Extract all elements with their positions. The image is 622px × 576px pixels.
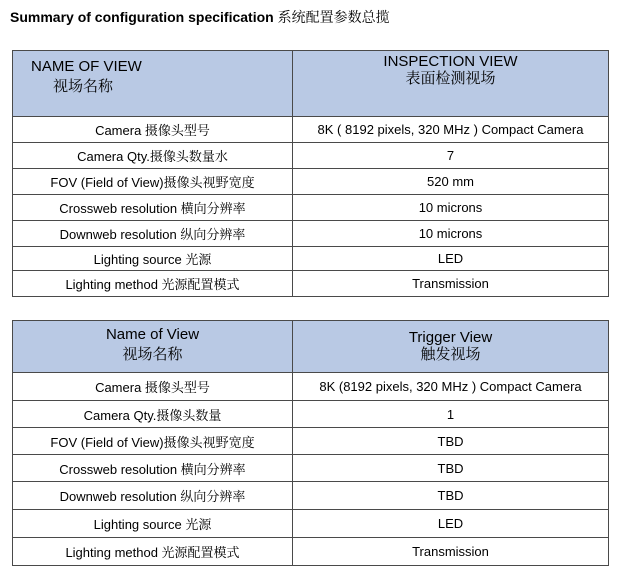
row-label: Lighting method 光源配置模式 [13, 271, 293, 297]
header-left-en: NAME OF VIEW [31, 58, 142, 75]
header-right-en: INSPECTION VIEW [383, 53, 518, 70]
row-value: Transmission [293, 271, 609, 297]
row-label: FOV (Field of View)摄像头视野宽度 [13, 428, 293, 455]
inspection-view-table [12, 50, 609, 297]
row-label: Downweb resolution 纵向分辨率 [13, 482, 293, 510]
title-english: Summary of configuration specification [10, 9, 274, 25]
row-label: Lighting source 光源 [13, 247, 293, 271]
table-header-row [13, 321, 609, 373]
row-label: Lighting method 光源配置模式 [13, 538, 293, 566]
row-value: 10 microns [293, 195, 609, 221]
header-view-name [293, 51, 609, 117]
table-row [13, 271, 609, 297]
row-label: Camera 摄像头型号 [13, 373, 293, 401]
header-right-en: Trigger View [408, 329, 493, 346]
row-label: FOV (Field of View)摄像头视野宽度 [13, 169, 293, 195]
header-right-zh: 表面检测视场 [405, 70, 496, 87]
table-row [13, 143, 609, 169]
table-row [13, 169, 609, 195]
table-row [13, 455, 609, 482]
row-value: TBD [293, 455, 609, 482]
row-label: Crossweb resolution 横向分辨率 [13, 195, 293, 221]
header-right-zh: 触发视场 [420, 346, 481, 363]
row-value: 520 mm [293, 169, 609, 195]
row-value: 1 [293, 401, 609, 428]
table-row [13, 482, 609, 510]
table-row [13, 428, 609, 455]
row-label: Lighting source 光源 [13, 510, 293, 538]
table-row [13, 117, 609, 143]
table-row [13, 221, 609, 247]
row-value: TBD [293, 482, 609, 510]
row-value: 10 microns [293, 221, 609, 247]
header-left-zh: 视场名称 [122, 346, 183, 363]
row-value: Transmission [293, 538, 609, 566]
row-label: Camera 摄像头型号 [13, 117, 293, 143]
header-left-en: Name of View [105, 326, 200, 343]
row-value: 7 [293, 143, 609, 169]
header-left-zh: 视场名称 [53, 78, 114, 95]
header-view-name [293, 321, 609, 373]
table-row [13, 195, 609, 221]
table-row [13, 510, 609, 538]
row-value: LED [293, 510, 609, 538]
row-value: 8K (8192 pixels, 320 MHz ) Compact Camera [293, 373, 609, 401]
row-label: Crossweb resolution 横向分辨率 [13, 455, 293, 482]
header-name-of-view [13, 51, 293, 117]
table-row [13, 373, 609, 401]
row-label: Camera Qty.摄像头数量水 [13, 143, 293, 169]
table-row [13, 538, 609, 566]
trigger-view-table [12, 320, 609, 566]
document-title [10, 7, 390, 27]
header-name-of-view [13, 321, 293, 373]
row-label: Camera Qty.摄像头数量 [13, 401, 293, 428]
row-value: TBD [293, 428, 609, 455]
table-row [13, 401, 609, 428]
table-header-row [13, 51, 609, 117]
row-value: LED [293, 247, 609, 271]
title-chinese: 系统配置参数总揽 [277, 9, 390, 25]
row-value: 8K ( 8192 pixels, 320 MHz ) Compact Camera [293, 117, 609, 143]
table-row [13, 247, 609, 271]
row-label: Downweb resolution 纵向分辨率 [13, 221, 293, 247]
